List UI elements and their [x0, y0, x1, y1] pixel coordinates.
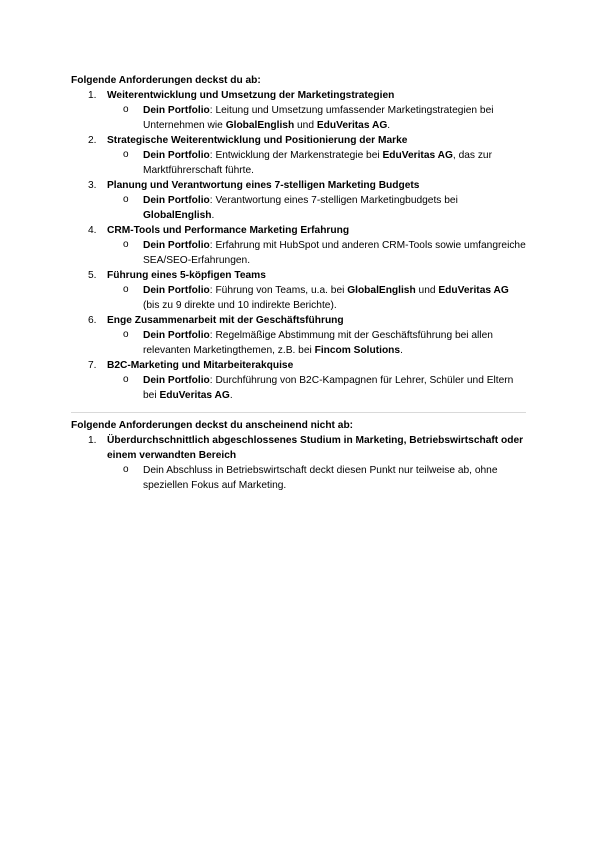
section-divider — [71, 412, 526, 413]
company-name: EduVeritas AG — [438, 285, 509, 296]
requirement-number: 7. — [88, 360, 97, 371]
bullet-icon: o — [123, 149, 129, 160]
portfolio-label: Dein Portfolio — [143, 105, 210, 116]
company-name: GlobalEnglish — [225, 120, 295, 131]
requirement-detail-list — [107, 103, 526, 133]
requirement-item — [71, 178, 526, 223]
requirement-detail-list — [107, 193, 526, 223]
bullet-icon: o — [123, 329, 129, 340]
detail-text: , das zur Marktführerschaft führte. — [143, 150, 492, 176]
requirement-title: Planung und Verantwortung eines 7-stelligen Marketing Budgets — [107, 180, 420, 191]
requirement-title: Weiterentwicklung und Umsetzung der Marketingstrategien — [107, 90, 395, 101]
portfolio-label: Dein Portfolio — [143, 375, 210, 386]
requirement-detail-list — [107, 283, 526, 313]
requirement-title: B2C-Marketing und Mitarbeiterakquise — [107, 360, 294, 371]
bullet-icon: o — [123, 464, 129, 475]
document-content — [71, 73, 526, 493]
requirement-number: 2. — [88, 135, 97, 146]
detail-text: . — [400, 345, 403, 356]
requirement-title: Überdurchschnittlich abgeschlossenes Studium in Marketing, Betriebswirtschaft oder einem verwandten Bereich — [107, 435, 524, 461]
covered-requirements-heading: Folgende Anforderungen deckst du ab: — [71, 75, 261, 86]
company-name: GlobalEnglish — [347, 285, 416, 296]
detail-text: und — [294, 120, 317, 131]
requirement-number: 3. — [88, 180, 97, 191]
requirement-detail-list — [107, 148, 526, 178]
detail-text: : Regelmäßige Abstimmung mit der Geschäftsführung bei allen relevanten Marketingthemen, z.B. bei — [143, 330, 493, 356]
requirement-detail-list — [107, 238, 526, 268]
missing-requirements-heading: Folgende Anforderungen deckst du anscheinend nicht ab: — [71, 420, 354, 431]
portfolio-label: Dein Portfolio — [143, 330, 210, 341]
requirement-number: 1. — [88, 435, 97, 446]
requirement-item — [71, 313, 526, 358]
requirement-detail — [107, 283, 526, 313]
requirement-number: 1. — [88, 90, 97, 101]
requirement-title: Strategische Weiterentwicklung und Positionierung der Marke — [107, 135, 408, 146]
requirement-detail-list — [107, 373, 526, 403]
requirement-detail — [107, 463, 526, 493]
requirement-title: Enge Zusammenarbeit mit der Geschäftsführung — [107, 315, 344, 326]
detail-text: : Entwicklung der Markenstrategie bei — [209, 150, 383, 161]
covered-requirements-list — [71, 88, 526, 403]
portfolio-label: Dein Portfolio — [143, 240, 210, 251]
requirement-detail-list — [107, 463, 526, 493]
requirement-item — [71, 268, 526, 313]
company-name: EduVeritas AG — [382, 150, 453, 161]
portfolio-label: Dein Portfolio — [143, 285, 210, 296]
bullet-icon: o — [123, 284, 129, 295]
requirement-title: CRM-Tools und Performance Marketing Erfahrung — [107, 225, 350, 236]
detail-text: (bis zu 9 direkte und 10 indirekte Berichte). — [143, 300, 337, 311]
requirement-title: Führung eines 5-köpfigen Teams — [107, 270, 266, 281]
requirement-item — [71, 88, 526, 133]
detail-text: : Leitung und Umsetzung umfassender Marketingstrategien bei Unternehmen wie — [143, 105, 494, 131]
company-name: EduVeritas AG — [316, 120, 388, 131]
requirement-item — [71, 433, 526, 493]
bullet-icon: o — [123, 194, 129, 205]
detail-text: . — [387, 120, 391, 131]
requirement-item — [71, 133, 526, 178]
requirement-detail — [107, 148, 526, 178]
portfolio-label: Dein Portfolio — [143, 195, 210, 206]
detail-text: . — [229, 390, 233, 401]
detail-text: : Führung von Teams, u.a. bei — [209, 285, 348, 296]
requirement-detail-list — [107, 328, 526, 358]
detail-text: : Verantwortung eines 7-stelligen Marketingbudgets bei — [209, 195, 458, 206]
bullet-icon: o — [123, 104, 129, 115]
requirement-detail — [107, 328, 526, 358]
requirement-detail — [107, 238, 526, 268]
requirement-detail — [107, 373, 526, 403]
missing-requirements-list — [71, 433, 526, 493]
requirement-number: 5. — [88, 270, 97, 281]
detail-text: . — [211, 210, 215, 221]
portfolio-label: Dein Portfolio — [143, 150, 210, 161]
bullet-icon: o — [123, 374, 129, 385]
requirement-detail — [107, 103, 526, 133]
company-name: Fincom Solutions — [314, 345, 401, 356]
detail-text: : Erfahrung mit HubSpot und anderen CRM-Tools sowie umfangreiche SEA/SEO-Erfahrungen. — [143, 240, 526, 266]
company-name: EduVeritas AG — [159, 390, 230, 401]
requirement-number: 4. — [88, 225, 97, 236]
detail-text: und — [415, 285, 439, 296]
requirement-number: 6. — [88, 315, 97, 326]
requirement-item — [71, 223, 526, 268]
bullet-icon: o — [123, 239, 129, 250]
detail-text: Dein Abschluss in Betriebswirtschaft deckt diesen Punkt nur teilweise ab, ohne speziellen Fokus auf Marketing. — [143, 465, 498, 491]
requirement-detail — [107, 193, 526, 223]
detail-text: : Durchführung von B2C-Kampagnen für Lehrer, Schüler und Eltern bei — [143, 375, 514, 401]
requirement-item — [71, 358, 526, 403]
company-name: GlobalEnglish — [143, 210, 212, 221]
